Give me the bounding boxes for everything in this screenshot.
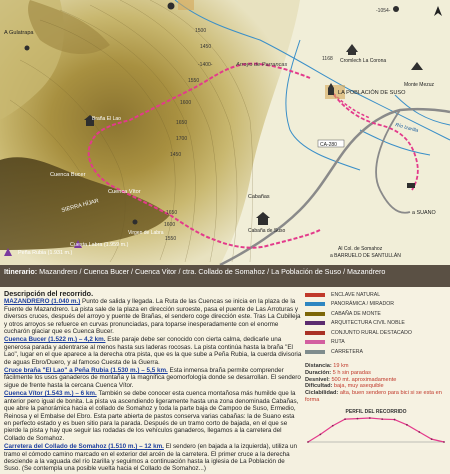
label-sierra: SIERRA HÍJAR: [60, 198, 100, 214]
contour-label: 1700: [176, 136, 188, 142]
profile-point: [431, 438, 433, 440]
legend-label: ENCLAVE NATURAL: [331, 291, 381, 298]
profile-point: [319, 433, 321, 435]
legend-label: PANORÁMICA / MIRADOR: [331, 301, 395, 308]
stage-paragraph: [4, 367, 302, 389]
contour-label: 1550: [188, 78, 200, 84]
stage-text: El sendero (en bajada a la izquierda), utiliza un tramo el cómodo camino marcado en el exterior del arcén de la carretera. El primer cruce a la derecha desciende a la vaguada del río Izarilla y seguimos a continuación hasta la iglesia de La Población de Suso. (Se contempla una posible vuelta hacia el Collado de Somahoz...): [4, 443, 297, 473]
viewpoint-icon: [25, 46, 30, 51]
profile-point: [443, 441, 445, 443]
mirador-icon: [168, 3, 175, 10]
legend-item: [305, 309, 447, 319]
stage-heading: Cruce braña "El Lao" a Peña Rubia (1.530 m.) – 5,5 km.: [4, 367, 168, 375]
stage-heading: Cuenca Vítor (1.543 m.) – 6 km.: [4, 390, 97, 398]
elevation-profile: [305, 409, 447, 447]
stat-key: Duración:: [305, 369, 333, 376]
contour-label: -1054-: [376, 8, 391, 14]
profile-chart: [305, 415, 447, 445]
profile-point: [406, 424, 408, 426]
legend-swatch: [305, 340, 325, 344]
stat-row: [305, 377, 447, 384]
stat-row: [305, 383, 447, 390]
profile-point: [381, 418, 383, 420]
stage-text: Este paraje debe ser conocido con cierta calma, dedicarle una generosa parada y adentrarse al menos hasta sus laderas rocosas. La pista continúa hasta la braña "El Lao", lugar en el que aparece a la derecha otra pista, que es la que sube a Peña Rubia, la cuerda divisoria de aguas Ebro/Duero, y al famoso Cuesta de la Guerra.: [4, 336, 302, 366]
legend-label: ARQUITECTURA CIVIL NOBLE: [331, 320, 405, 327]
contour-label: -1400-: [198, 62, 213, 68]
itinerary-label: Itinerario:: [4, 267, 38, 276]
stat-key: Dificultad:: [305, 383, 334, 390]
route-description: [4, 290, 302, 474]
virgin-icon: [133, 220, 138, 225]
info-panel: [0, 265, 450, 473]
stage-heading: Cuenca Bucer (1.522 m.) – 4,2 km.: [4, 336, 106, 344]
label-cromlech: Cromlech La Corona: [340, 58, 387, 64]
legend-swatch: [305, 321, 325, 325]
label-vitor: Cuenca Vítor: [108, 189, 141, 195]
label-cuesta-labra: Cuesta Labra (1.959 m.): [70, 242, 129, 248]
label-brana: Braña El Lao: [92, 116, 121, 122]
stat-row: [305, 363, 447, 370]
profile-point: [418, 431, 420, 433]
stat-value: alta, buen sendero para bici si se esta en forma: [305, 390, 442, 403]
legend-item: [305, 328, 447, 338]
contour-label: 1168: [322, 56, 333, 62]
label-arroyo: Arroyo de Parrancas: [236, 62, 288, 68]
stage-paragraph: [4, 443, 302, 473]
contour-label: 1550: [165, 236, 177, 242]
contour-label: 1500: [195, 28, 207, 34]
legend-label: CABAÑA DE MONTE: [331, 310, 381, 317]
profile-point: [369, 417, 371, 419]
itinerary-bar: [0, 265, 450, 287]
profile-point: [394, 419, 396, 421]
legend-label: CONJUNTO RURAL DESTACADO: [331, 329, 412, 336]
profile-point: [344, 418, 346, 420]
stage-paragraph: [4, 390, 302, 442]
label-suano: a SUANO: [412, 210, 436, 216]
legend-label: CARRETERA: [331, 348, 363, 355]
legend-swatch: [305, 312, 325, 316]
label-gulatrapa: A Gulatrapa: [4, 30, 34, 36]
label-cabana-suso: Cabaña de Suso: [248, 228, 286, 234]
legend-swatch: [305, 350, 325, 354]
legend-label: RUTA: [331, 339, 345, 346]
legend-item: [305, 290, 447, 300]
legend-swatch: [305, 302, 325, 306]
label-mezuz: Monte Mezuz: [404, 82, 435, 88]
legend-item: [305, 300, 447, 310]
profile-point: [332, 425, 334, 427]
contour-label: 1650: [176, 120, 188, 126]
label-cabanas: Cabañas: [248, 194, 270, 200]
stage-heading: Carretera del Collado de Somahoz (1.510 m.) – 12 km.: [4, 443, 164, 451]
map-legend: [305, 290, 447, 357]
contour-label: 1600: [180, 100, 192, 106]
contour-label: 1600: [164, 222, 176, 228]
stat-key: Distancia:: [305, 363, 334, 369]
stat-row: [305, 370, 447, 377]
stat-value: 5 h sin paradas: [332, 369, 371, 376]
stage-paragraph: [4, 298, 302, 335]
label-rio: Río Izarilla: [394, 122, 419, 135]
village-mazandrero: [178, 0, 194, 10]
stat-key: Ciclabilidad:: [305, 390, 340, 397]
description-title: Descripción del recorrido.: [4, 289, 94, 298]
label-col-somahoz: Al Col. de Somahoz: [338, 246, 383, 252]
stat-value: baja, muy asequible: [333, 383, 384, 390]
profile-line: [308, 418, 444, 442]
label-road: CA-280: [320, 142, 337, 148]
bridge-icon: [407, 183, 415, 188]
label-barruelo: a BARRUELO DE SANTULLÁN: [330, 253, 401, 259]
legend-item: [305, 319, 447, 329]
route-stats: [305, 363, 447, 404]
label-pena-rubia: Peña Rubia (1.931 m.): [18, 250, 73, 256]
legend-swatch: [305, 293, 325, 297]
legend-item: [305, 347, 447, 357]
stat-value: 19 km: [333, 363, 349, 369]
contour-label: 1450: [170, 152, 182, 158]
stat-value: 500 mt. aproximadamente: [331, 376, 397, 383]
stage-text: Punto de salida y llegada. La Ruta de las Cuencas se inicia en la plaza de la Fuente de Mazandrero. La pista sale de la plaza en dirección suroeste, pasa el puente de Las Arroturas y diversos cruces, después del arroyo y puente de Brañas, el sendero coge dirección este. Tras La Cubilleja y otros arroyos se refuerce en curvas pronunciadas, para toparse inesperadamente con el enorme cucharón glaciar que es Cuenca Bucer.: [4, 298, 301, 336]
label-bucer: Cuenca Bucer: [50, 172, 86, 178]
profile-point: [307, 441, 309, 443]
contour-label: 1450: [200, 44, 212, 50]
itinerary-text: Mazandrero / Cuenca Bucer / Cuenca Vitor / ctra. Collado de Somahoz / La Población de Suso / Mazandrero: [39, 267, 386, 276]
profile-point: [357, 418, 359, 420]
stage-paragraph: [4, 336, 302, 366]
legend-swatch: [305, 331, 325, 335]
stage-text: Esta inmensa braña permite comprender fácilmente los usos ganaderos de montaña y la magnífica geomorfología donde se desarrollan. El sendero sigue de frente hasta la cercana Cuenca Vítor.: [4, 367, 301, 389]
legend-item: [305, 338, 447, 348]
stat-row: [305, 390, 447, 404]
stage-text: También se debe conocer esta cuenca montañosa más humilde que la anterior pero igual de bonita. La pista va ascendiendo ligeramente hasta una zona denominada Cabañas, que abre la panorámica hacia el collado de Somahoz y toda la parte baja de Campoo de Suso, Ermedio, Reinosa y el Embalse del Ebro. Esta parte abierta de pastos conserva varias cabañas: la de Suano esta en perfecto estado y es buen sitio para la parada. Después de un tramo corto de bajada, en el que se pierde la pista y hay que seguir las rodadas de los vehículos ganaderos, llegamos a la carretera del Collado de Somahoz.: [4, 390, 299, 442]
profile-title: PERFIL DEL RECORRIDO: [345, 409, 407, 415]
stat-key: Desnivel:: [305, 376, 332, 383]
stage-heading: MAZANDRERO (1.040 m.): [4, 298, 81, 306]
label-poblacion: LA POBLACIÓN DE SUSO: [338, 90, 406, 96]
mirador-icon-2: [393, 6, 399, 12]
label-virgen: Virgen de Labra: [128, 230, 164, 236]
contour-label: 1650: [166, 210, 178, 216]
